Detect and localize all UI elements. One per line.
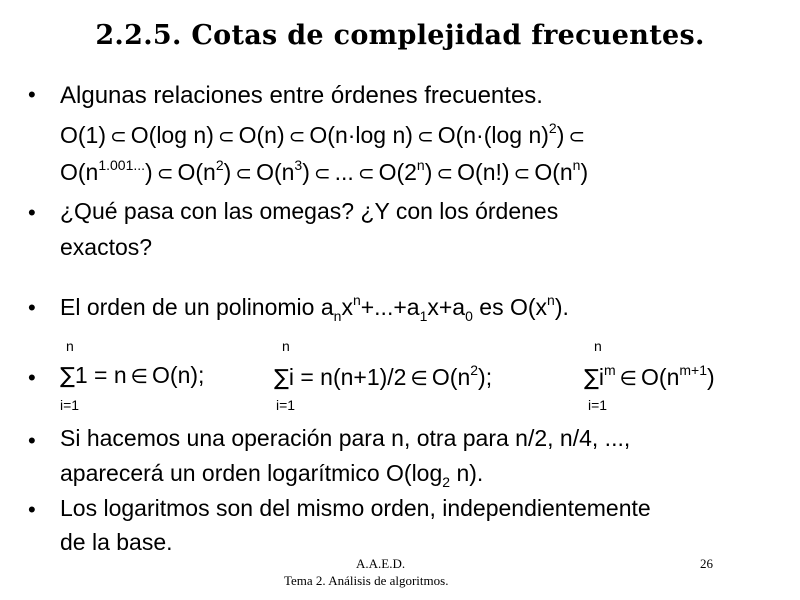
sum2-expression: ∑i = n(n+1)/2 ∈ $O(n^2)$; [274, 362, 493, 391]
order-dots: ... [334, 159, 354, 185]
bullet-logaritmos-line-1: Los logaritmos son del mismo orden, independientemente [60, 495, 651, 521]
bullet-marker: • [28, 365, 36, 390]
subset-symbol: ⊂ [156, 161, 174, 185]
bullet-marker: • [28, 200, 36, 225]
bullet-marker: • [28, 82, 36, 107]
sum1-lower-limit: i=1 [60, 397, 80, 413]
order-o8: $O(n^3)$ [256, 157, 310, 185]
sum2-upper-limit: n [282, 338, 290, 354]
subset-symbol: ⊂ [313, 161, 331, 185]
order-o5: O(n·(log n)$^2$) [437, 120, 565, 148]
bullet-logaritmos-line-2: de la base. [60, 529, 173, 555]
orders-line-1 [60, 120, 589, 149]
subset-symbol: ⊂ [436, 161, 454, 185]
sum1-expression: ∑1 = n ∈ O(n); [60, 362, 205, 389]
page-number: 26 [700, 556, 713, 571]
bullet-operacion-line-2: aparecerá un orden logarítmico $O(\log_2$ n). [60, 460, 484, 490]
order-o2: O(log n) [130, 122, 214, 148]
subset-symbol: ⊂ [110, 124, 127, 148]
bullet-algunas-relaciones: Algunas relaciones entre órdenes frecuentes. [60, 82, 543, 109]
bullet-marker: • [28, 497, 36, 522]
order-o6: $O(n^{1.001...})$ [60, 157, 153, 185]
subset-symbol: ⊂ [235, 161, 253, 185]
subset-symbol: ⊂ [288, 124, 306, 148]
bullet-operacion-line-1: Si hacemos una operación para n, otra para n/2, n/4, ..., [60, 425, 631, 451]
bullet-marker: • [28, 295, 36, 320]
orders-line-2 [60, 157, 588, 186]
bullet-polinomio: El orden de un polinomio $a_nx^n+...+a_1x+a_0$ es $O(x^n)$. [60, 292, 569, 324]
bullet-marker: • [28, 428, 36, 453]
subset-symbol: ⊂ [217, 124, 235, 148]
footer-course: A.A.E.D. [356, 556, 406, 571]
sum2-lower-limit: i=1 [276, 397, 296, 413]
order-o10: O(n!) [457, 159, 510, 185]
bullet-omegas-line-1: ¿Qué pasa con las omegas? ¿Y con los órdenes [60, 198, 559, 224]
order-o7: $O(n^2)$ [177, 157, 232, 185]
sum3-lower-limit: i=1 [588, 397, 608, 413]
subset-symbol: ⊂ [357, 161, 375, 185]
bullet-omegas-line-2: exactos? [60, 234, 153, 260]
sum1-upper-limit: n [66, 338, 74, 354]
order-o9: O(2$^n$) [378, 157, 433, 185]
order-o1: O(1) [60, 122, 106, 148]
sigma-symbol: ∑ [60, 364, 75, 389]
slide-title: 2.2.5. Cotas de complejidad frecuentes. [95, 20, 705, 51]
sum3-expression: $\sum i^m$ ∈ $O(n^{m+1})$ [584, 362, 715, 391]
order-o3: O(n) [238, 122, 285, 148]
sigma-symbol: ∑ [584, 366, 599, 391]
sum3-upper-limit: n [594, 338, 602, 354]
order-o4: O(n·log n) [309, 122, 413, 148]
sigma-symbol: ∑ [274, 366, 289, 391]
footer-topic: Tema 2. Análisis de algoritmos. [284, 573, 449, 588]
subset-symbol: ⊂ [513, 161, 531, 185]
order-o11: $O(n^n)$ [534, 157, 589, 185]
subset-symbol: ⊂ [416, 124, 434, 148]
subset-symbol: ⊂ [568, 124, 586, 148]
